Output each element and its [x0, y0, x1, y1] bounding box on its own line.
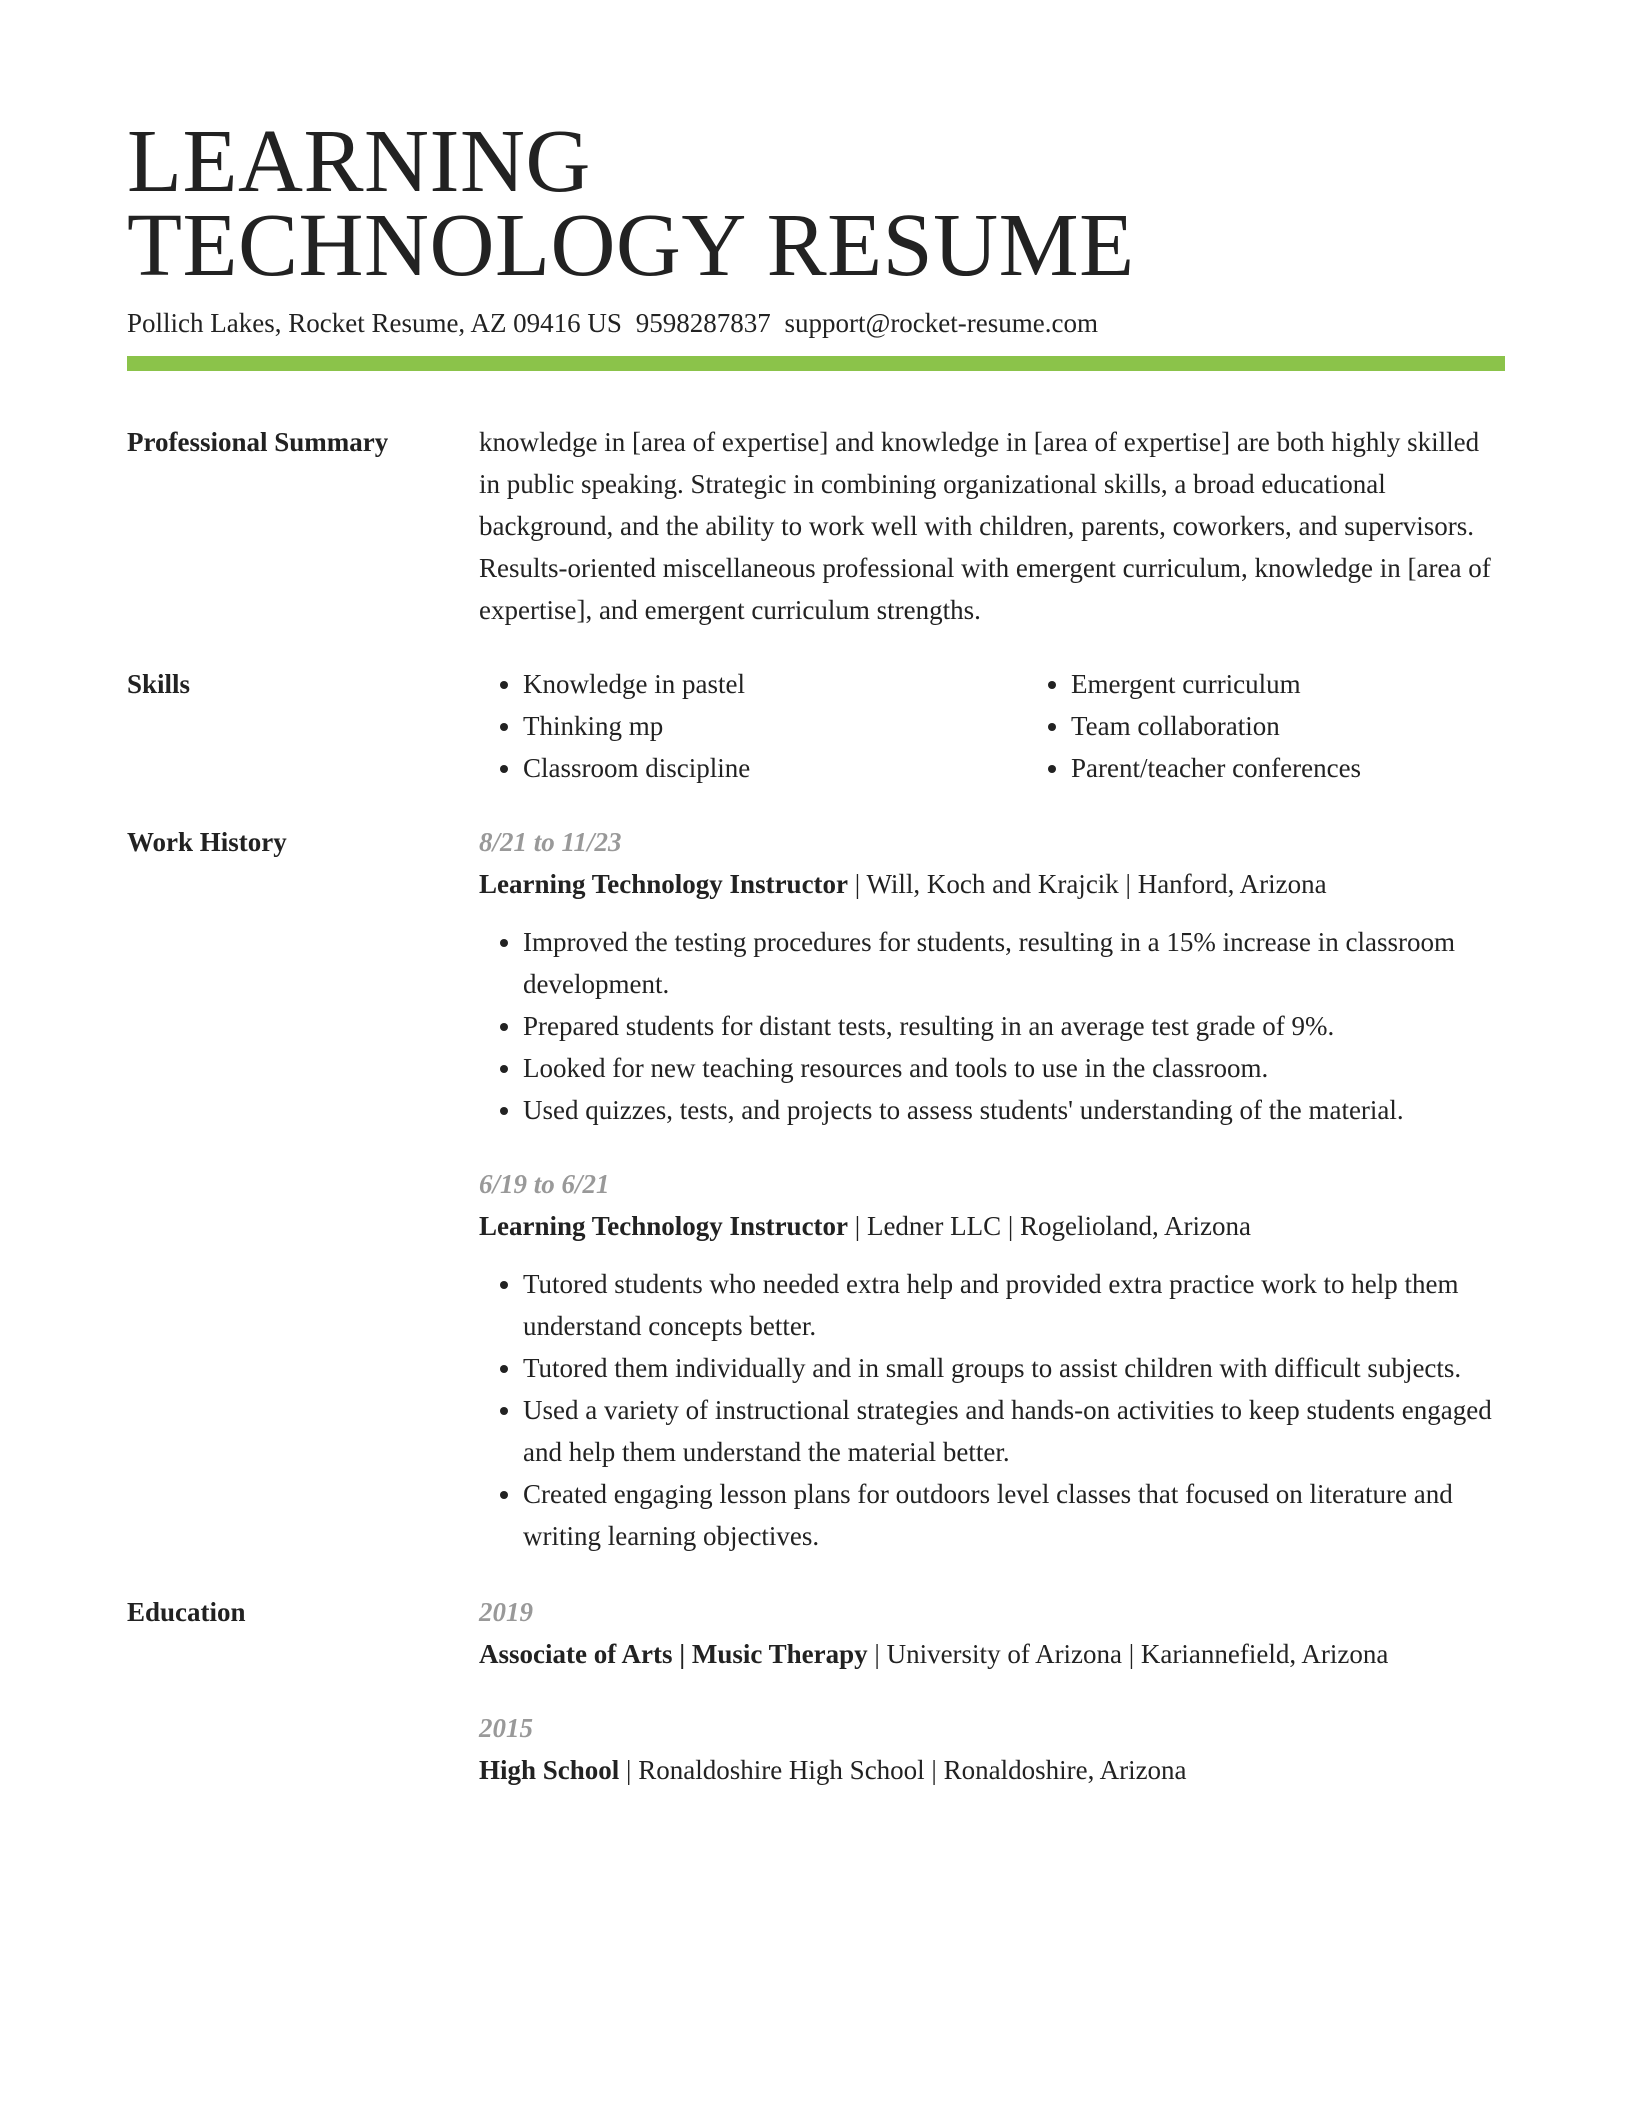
education-body: [479, 1591, 1505, 1791]
job-details: | Will, Koch and Krajcik | Hanford, Arizona: [854, 869, 1327, 899]
resume-page: [127, 112, 1505, 1791]
job-title: Learning Technology Instructor: [479, 869, 849, 899]
job-entry: [479, 821, 1505, 1131]
resume-title: [127, 112, 1505, 295]
education-degree: Associate of Arts | Music Therapy: [479, 1639, 868, 1669]
title-line-2: TECHNOLOGY RESUME: [127, 196, 1135, 295]
job-heading: [479, 863, 1505, 905]
title-line-1: LEARNING: [127, 112, 591, 211]
job-bullet: • Used a variety of instructional strategies and hands-on activities to keep students engaged and help them understand the material better.: [523, 1389, 1505, 1473]
education-entry: [479, 1707, 1505, 1791]
contact-email: support@rocket-resume.com: [784, 308, 1098, 338]
education-year: 2015: [479, 1713, 533, 1743]
section-label-summary: Professional Summary: [127, 427, 389, 457]
education-heading: [479, 1633, 1505, 1675]
skill-item: • Parent/teacher conferences: [1071, 747, 1575, 789]
skills-list-left: [479, 663, 1027, 789]
job-bullet: • Tutored them individually and in small groups to assist children with difficult subjects.: [523, 1347, 1505, 1389]
job-bullets: [479, 1263, 1505, 1557]
summary-text: knowledge in [area of expertise] and knowledge in [area of expertise] are both highly skilled in public speaking. Strategic in combining organizational skills, a broad educational background, and the ability to work well with children, parents, coworkers, and supervisors. Results-oriented miscellaneous professional with emergent curriculum, knowledge in [area of expertise], and emergent curriculum strengths.: [479, 427, 1491, 625]
education-year: 2019: [479, 1597, 533, 1627]
education-heading: [479, 1749, 1505, 1791]
contact-line: [127, 306, 1505, 340]
section-education: [127, 1591, 1505, 1791]
section-label-work: Work History: [127, 827, 287, 857]
contact-phone: 9598287837: [635, 308, 771, 338]
job-entry: [479, 1163, 1505, 1557]
job-details: | Ledner LLC | Rogelioland, Arizona: [854, 1211, 1252, 1241]
skill-item: • Thinking mp: [523, 705, 1027, 747]
section-label-education: Education: [127, 1597, 246, 1627]
job-bullets: [479, 921, 1505, 1131]
job-bullet: • Created engaging lesson plans for outdoors level classes that focused on literature and writing learning objectives.: [523, 1473, 1505, 1557]
skill-item: • Knowledge in pastel: [523, 663, 1027, 705]
skills-grid: [479, 663, 1575, 789]
job-dates: 6/19 to 6/21: [479, 1169, 610, 1199]
job-bullet: • Tutored students who needed extra help and provided extra practice work to help them understand concepts better.: [523, 1263, 1505, 1347]
job-bullet: • Used quizzes, tests, and projects to assess students' understanding of the material.: [523, 1089, 1505, 1131]
job-dates: 8/21 to 11/23: [479, 827, 622, 857]
skill-item: • Classroom discipline: [523, 747, 1027, 789]
header-divider: [127, 356, 1505, 371]
contact-address: Pollich Lakes, Rocket Resume, AZ 09416 US: [127, 308, 622, 338]
education-entry: [479, 1591, 1505, 1675]
job-bullet: • Looked for new teaching resources and tools to use in the classroom.: [523, 1047, 1505, 1089]
job-heading: [479, 1205, 1505, 1247]
section-skills: [127, 663, 1505, 789]
work-body: [479, 821, 1505, 1557]
education-degree: High School: [479, 1755, 620, 1785]
section-work-history: [127, 821, 1505, 1557]
education-details: | University of Arizona | Kariannefield, Arizona: [874, 1639, 1389, 1669]
section-label-skills: Skills: [127, 669, 191, 699]
job-bullet: • Improved the testing procedures for students, resulting in a 15% increase in classroom development.: [523, 921, 1505, 1005]
section-professional-summary: [127, 421, 1505, 631]
skill-item: • Emergent curriculum: [1071, 663, 1575, 705]
skill-item: • Team collaboration: [1071, 705, 1575, 747]
skills-body: [479, 663, 1575, 789]
job-bullet: • Prepared students for distant tests, resulting in an average test grade of 9%.: [523, 1005, 1505, 1047]
education-details: | Ronaldoshire High School | Ronaldoshire, Arizona: [626, 1755, 1187, 1785]
skills-list-right: [1027, 663, 1575, 789]
job-title: Learning Technology Instructor: [479, 1211, 849, 1241]
